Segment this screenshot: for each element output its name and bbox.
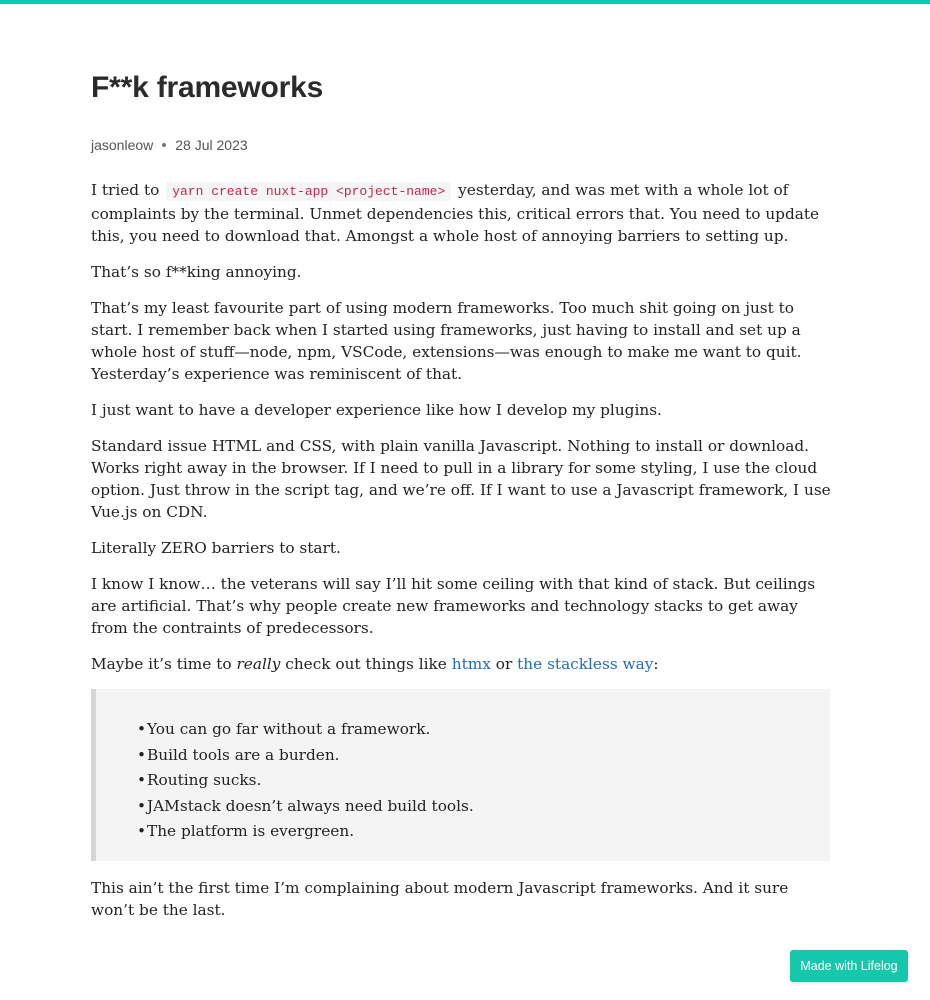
list-item: •JAMstack doesn’t always need build tools. (137, 794, 810, 820)
bullet-icon: • (137, 822, 147, 840)
made-with-lifelog-button[interactable]: Made with Lifelog (790, 950, 908, 982)
paragraph: Literally ZERO barriers to start. (91, 539, 341, 557)
paragraph: I just want to have a developer experience like how I develop my plugins. (91, 401, 662, 419)
top-accent-bar (0, 0, 930, 4)
inline-code: yarn create nuxt-app <project-name> (166, 182, 451, 201)
paragraph: That’s so f**king annoying. (91, 263, 302, 281)
paragraph: This ain’t the first time I’m complaining about modern Javascript frameworks. And it sure won’t be the last. (91, 878, 789, 919)
quote-list (137, 717, 810, 845)
separator-dot-icon (162, 143, 166, 147)
post-meta (91, 136, 831, 154)
paragraph: I know I know… the veterans will say I’ll hit some ceiling with that kind of stack. But ceilings are artificial. That’s why people create new frameworks and technology stacks to get away from the contraints of predecessors. (91, 575, 816, 637)
htmx-link[interactable]: htmx (451, 655, 491, 673)
list-item: •You can go far without a framework. (137, 717, 810, 743)
blockquote (91, 689, 830, 861)
bullet-icon: • (137, 720, 147, 738)
stackless-way-link[interactable]: the stackless way (517, 655, 654, 673)
list-item: •The platform is evergreen. (137, 819, 810, 845)
paragraph: That’s my least favourite part of using modern frameworks. Too much shit going on just to start. I remember back when I started using frameworks, just having to install and set up a whole host of stuff—node, npm, VSCode, extensions—was enough to make me want to quit. Yesterday’s experience was reminiscent of that. (91, 299, 802, 383)
article (91, 68, 831, 935)
bullet-icon: • (137, 796, 147, 815)
author-name[interactable]: jasonleow (91, 137, 154, 153)
paragraph: Maybe it’s time to really check out things like htmx or the stackless way: (91, 655, 659, 673)
post-date: 28 Jul 2023 (175, 137, 248, 153)
page-title: F**k frameworks (91, 71, 324, 104)
paragraph: I tried to yarn create nuxt-app <project-name> yesterday, and was met with a whole lot of complaints by the terminal. Unmet dependencies this, critical errors that. You need to update this, you need to download that. Amongst a whole host of annoying barriers to setting up. (91, 181, 820, 245)
emphasis: really (236, 655, 281, 673)
bullet-icon: • (137, 771, 147, 789)
list-item: •Routing sucks. (137, 768, 810, 794)
article-body (91, 179, 831, 921)
bullet-icon: • (137, 745, 147, 764)
paragraph: Standard issue HTML and CSS, with plain vanilla Javascript. Nothing to install or download. Works right away in the browser. If I need to pull in a library for some styling, I use the cloud option. Just throw in the script tag, and we’re off. If I want to use a Javascript framework, I use Vue.js on CDN. (91, 437, 831, 521)
list-item: •Build tools are a burden. (137, 743, 810, 769)
